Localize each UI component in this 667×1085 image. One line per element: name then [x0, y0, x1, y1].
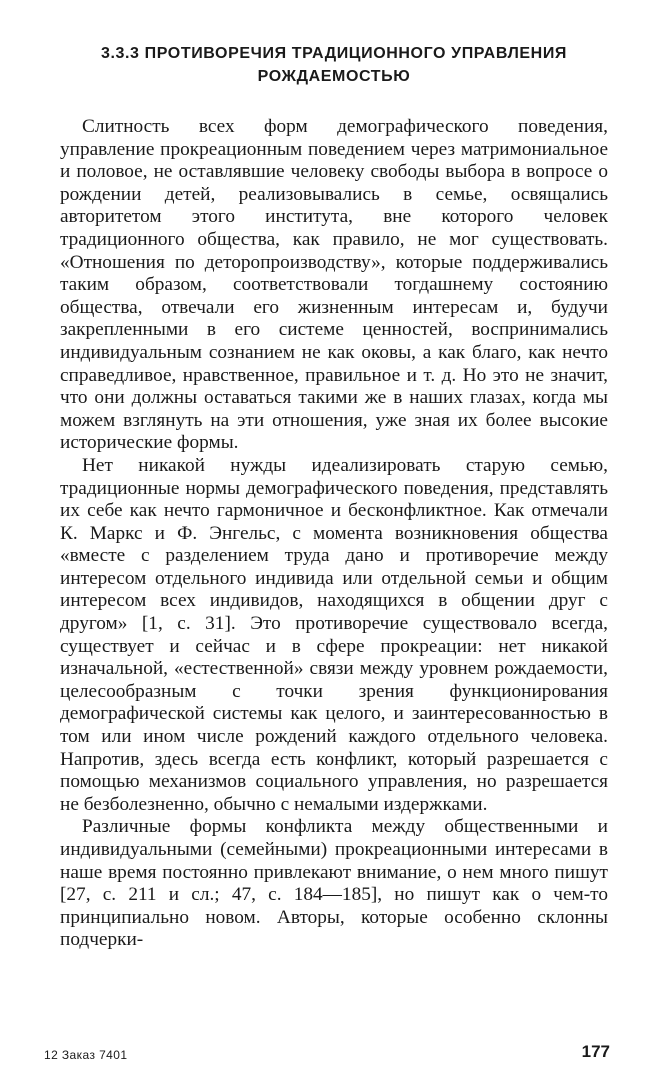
page-content: [60, 42, 608, 952]
paragraph: Слитность всех форм демографического поведения, управление прокреационным поведением через матримониальное и половое, не оставлявшие человеку свободы выбора в вопросе о рождении детей, реализовывались в семье, освящались авторитетом этого института, вне которого человек традиционного общества, как правило, не мог существовать. «Отношения по деторопроизводству», которые поддерживались таким образом, соответствовали тогдашнему состоянию общества, отвечали его жизненным интересам и, будучи закрепленными в его системе ценностей, воспринимались индивидуальным сознанием не как оковы, а как благо, как нечто справедливое, нравственное, правильное и т. д. Но это не значит, что они должны оставаться такими же в наших глазах, когда мы можем взглянуть на эти отношения, уже зная их более высокие исторические формы.: [60, 116, 608, 454]
section-number: 3.3.3: [100, 45, 140, 62]
body-text: [60, 116, 608, 952]
section-heading: [60, 42, 608, 88]
section-title-line-2: РОЖДАЕМОСТЬЮ: [257, 68, 411, 85]
section-title-line-1: ПРОТИВОРЕЧИЯ ТРАДИЦИОННОГО УПРАВЛЕНИЯ: [144, 45, 568, 62]
printer-signature: 12 Заказ 7401: [44, 1048, 128, 1062]
page-footer: [44, 1042, 610, 1066]
section-heading-line-1: [60, 42, 608, 65]
page-number: 177: [581, 1042, 610, 1061]
paragraph: Различные формы конфликта между общественными и индивидуальными (семейными) прокреационными интересами в наше время постоянно привлекают внимание, о нем много пишут [27, с. 211 и сл.; 47, с. 184—185], но пишут как о чем-то принципиально новом. Авторы, которые особенно склонны подчерки-: [60, 816, 608, 951]
paragraph: Нет никакой нужды идеализировать старую семью, традиционные нормы демографического поведения, представлять их себе как нечто гармоничное и бесконфликтное. Как отмечали К. Маркс и Ф. Энгельс, с момента возникновения общества «вместе с разделением труда дано и противоречие между интересом отдельного индивида или отдельной семьи и общим интересом всех индивидов, находящихся в общении друг с другом» [1, с. 31]. Это противоречие существовало всегда, существует и сейчас и в сфере прокреации: нет никакой изначальной, «естественной» связи между уровнем рождаемости, целесообразным с точки зрения функционирования демографической системы как целого, и заинтересованностью в том или ином числе рождений каждого отдельного человека. Напротив, здесь всегда есть конфликт, который разрешается с помощью механизмов социального управления, но разрешается не безболезненно, обычно с немалыми издержками.: [60, 454, 608, 815]
